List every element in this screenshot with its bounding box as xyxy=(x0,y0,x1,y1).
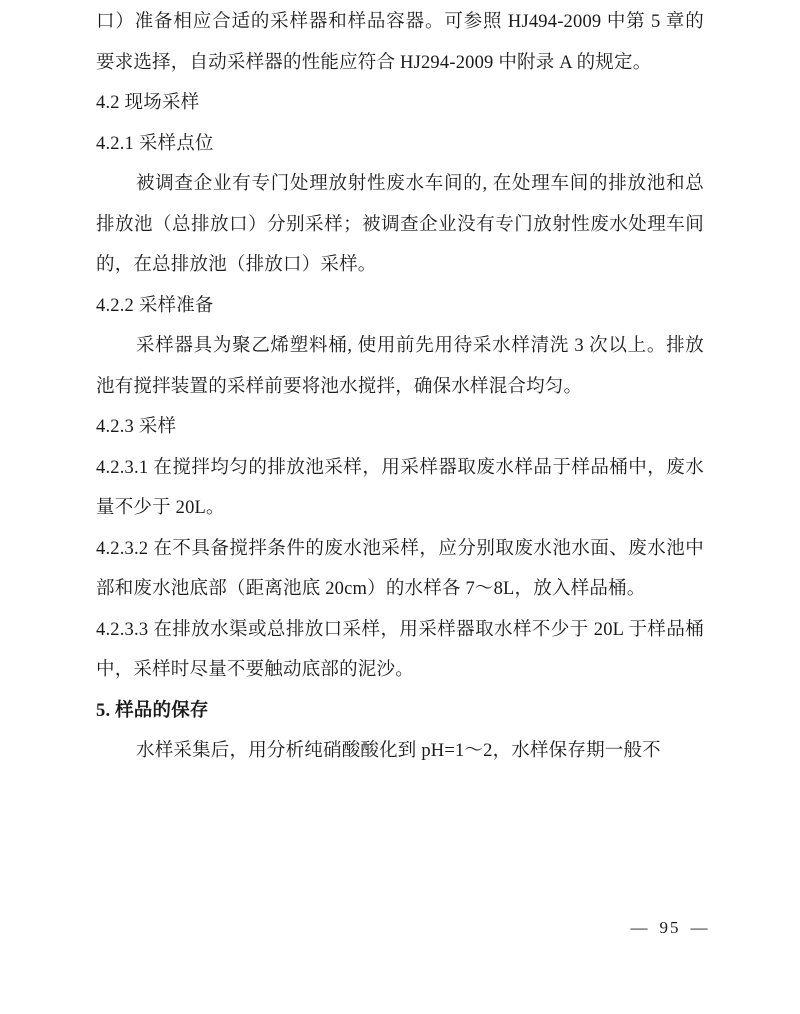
paragraph-4-2-2-body: 采样器具为聚乙烯塑料桶, 使用前先用待采水样清洗 3 次以上。排放池有搅拌装置的采样前要将池水搅拌，确保水样混合均匀。 xyxy=(96,336,704,397)
paragraph-5-body: 水样采集后，用分析纯硝酸酸化到 pH=1～2，水样保存期一般不 xyxy=(136,741,661,761)
paragraph-4-2-3-2: 4.2.3.2 在不具备搅拌条件的废水池采样，应分别取废水池水面、废水池中部和废水池底部（距离池底 20cm）的水样各 7～8L，放入样品桶。 xyxy=(96,538,704,599)
heading-4-2-1: 4.2.1 采样点位 xyxy=(96,133,214,154)
footer-left-dash: — xyxy=(630,918,650,937)
paragraph-4-2-3-1: 4.2.3.1 在搅拌均匀的排放池采样，用采样器取废水样品于样品桶中，废水量不少于 20L。 xyxy=(96,457,704,518)
paragraph-4-2-1-body: 被调查企业有专门处理放射性废水车间的, 在处理车间的排放池和总排放池（总排放口）分别采样；被调查企业没有专门放射性废水处理车间的，在总排放池（排放口）采样。 xyxy=(96,174,704,275)
heading-4-2: 4.2 现场采样 xyxy=(96,93,200,113)
page-footer xyxy=(0,918,800,938)
footer-page-marker xyxy=(621,918,720,938)
page-content xyxy=(96,0,704,772)
heading-5: 5. 样品的保存 xyxy=(96,700,209,721)
paragraph-4-2-3-3: 4.2.3.3 在排放水渠或总排放口采样，用采样器取水样不少于 20L 于样品桶中，采样时尽量不要触动底部的泥沙。 xyxy=(96,619,704,680)
paragraph-continuation: 口）准备相应合适的采样器和样品容器。可参照 HJ494-2009 中第 5 章的要求选择，自动采样器的性能应符合 HJ294-2009 中附录 A 的规定。 xyxy=(96,12,704,73)
footer-right-dash: — xyxy=(690,918,710,937)
heading-4-2-2: 4.2.2 采样准备 xyxy=(96,295,214,316)
heading-4-2-3: 4.2.3 采样 xyxy=(96,417,177,437)
page-number: 95 xyxy=(659,918,681,937)
